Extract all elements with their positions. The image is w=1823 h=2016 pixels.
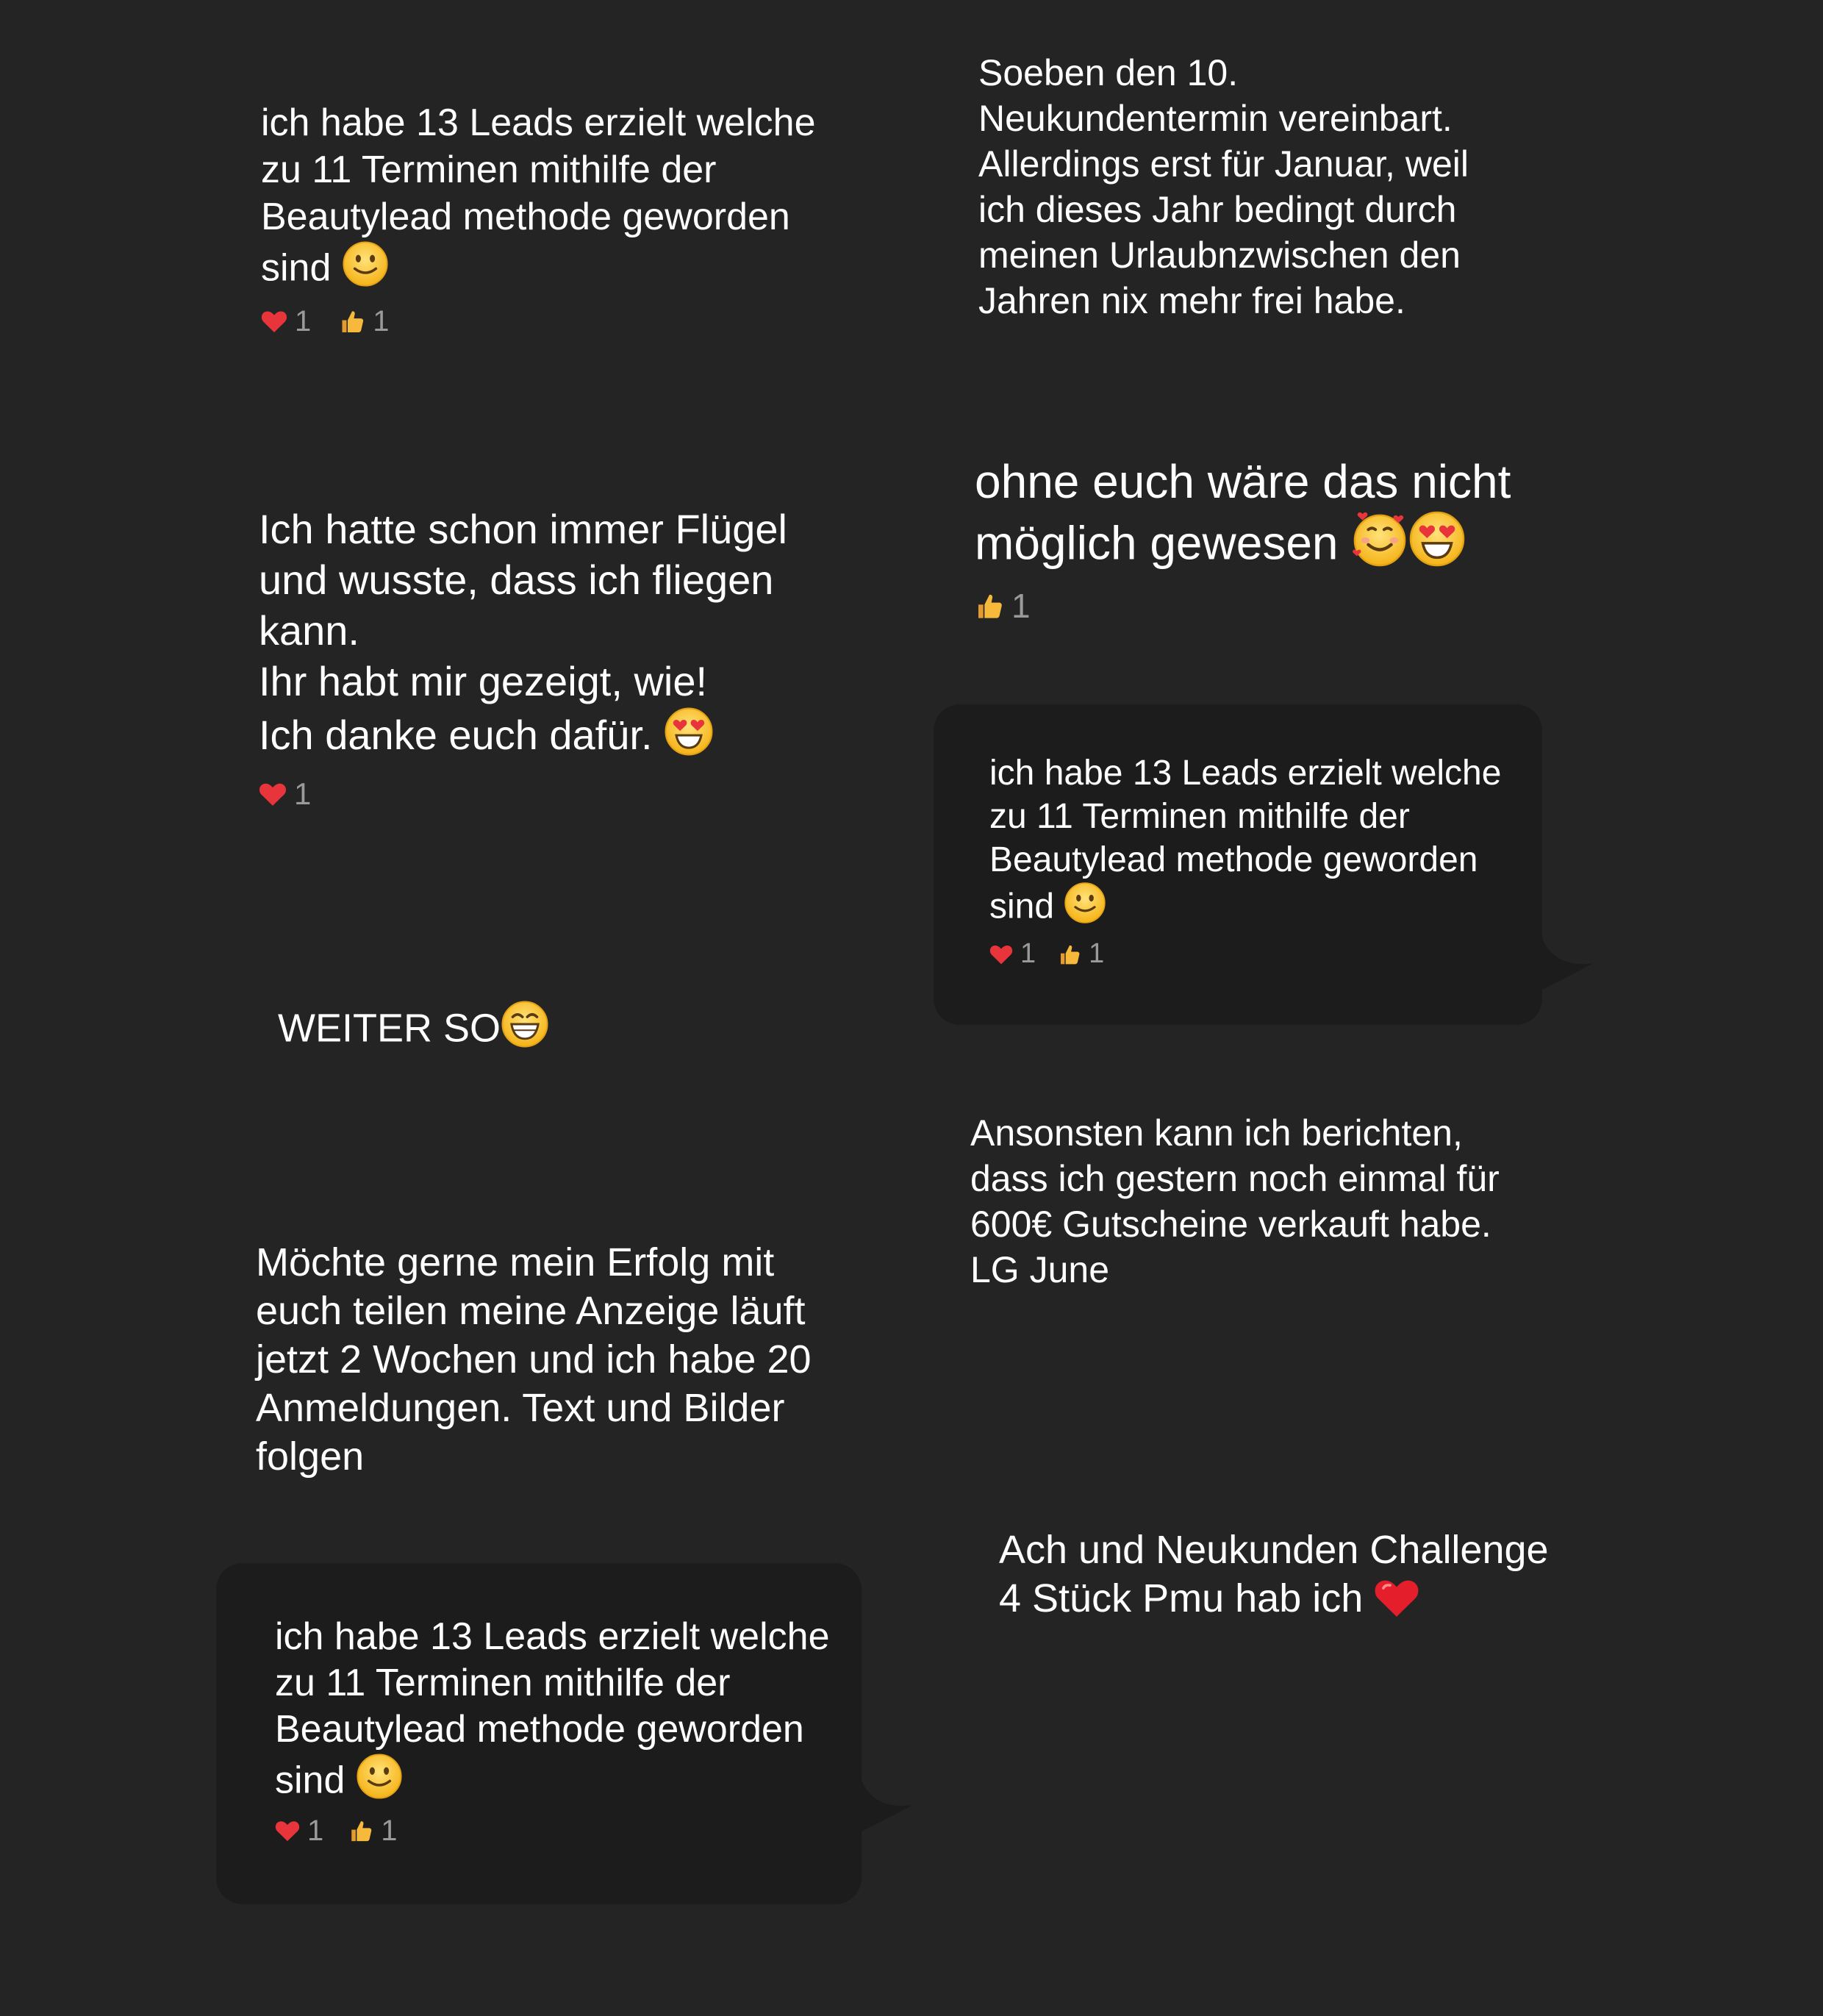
heart-reaction[interactable] xyxy=(259,776,311,812)
message-text: Ach und Neukunden Challenge 4 Stück Pmu hab ich xyxy=(999,1528,1549,1620)
message-item xyxy=(261,99,864,338)
reaction-count: 1 xyxy=(294,776,312,811)
thumbs-up-reaction[interactable] xyxy=(975,586,1031,626)
reaction-count: 1 xyxy=(307,1814,324,1847)
reaction-count: 1 xyxy=(381,1814,398,1847)
reactions-bar xyxy=(259,776,862,812)
thumbs-up-icon xyxy=(1058,943,1081,966)
message-item xyxy=(999,1526,1616,1623)
message-item xyxy=(259,504,862,812)
heart-icon xyxy=(261,309,287,334)
reactions-bar xyxy=(975,586,1607,626)
reactions-bar xyxy=(275,1815,878,1848)
message-item xyxy=(256,1238,888,1481)
grinning-face-icon xyxy=(501,1000,549,1048)
message-item xyxy=(278,1000,719,1053)
message-text: Soeben den 10. Neukundentermin vereinbart. Allerdings erst für Januar, weil ich dieses Jahr bedingt durch meinen Urlaubnzwischen den Jahren nix mehr frei habe. xyxy=(978,52,1469,321)
heart-eyes-face-icon xyxy=(664,707,714,757)
message-item xyxy=(970,1110,1588,1293)
thumbs-up-reaction[interactable] xyxy=(1058,938,1104,970)
slightly-smiling-face-icon xyxy=(342,240,389,287)
reaction-count: 1 xyxy=(1020,938,1036,970)
heart-reaction[interactable] xyxy=(275,1815,323,1848)
reactions-bar xyxy=(261,305,864,338)
message-text: ich habe 13 Leads erzielt welche zu 11 Terminen mithilfe der Beautylead methode geworden sind xyxy=(275,1615,830,1802)
heart-icon xyxy=(989,943,1013,965)
thumbs-up-reaction[interactable] xyxy=(348,1815,397,1848)
slightly-smiling-face-icon xyxy=(1064,882,1106,924)
message-text: Möchte gerne mein Erfolg mit euch teilen meine Anzeige läuft jetzt 2 Wochen und ich habe 20 Anmeldungen. Text und Bilder folgen xyxy=(256,1240,812,1479)
message-item xyxy=(978,50,1581,324)
thumbs-up-icon xyxy=(348,1818,373,1843)
message-text: Ansonsten kann ich berichten, dass ich gestern noch einmal für 600€ Gutscheine verkauft habe. LG June xyxy=(970,1112,1500,1290)
message-text: ich habe 13 Leads erzielt welche zu 11 Terminen mithilfe der Beautylead methode geworden sind xyxy=(989,754,1502,926)
thumbs-up-reaction[interactable] xyxy=(339,305,389,338)
thumbs-up-icon xyxy=(339,308,365,335)
reaction-count: 1 xyxy=(373,304,390,337)
message-text: ohne euch wäre das nicht möglich gewesen xyxy=(975,455,1511,570)
reaction-count: 1 xyxy=(1011,587,1031,626)
message-item xyxy=(275,1614,878,1848)
reactions-bar xyxy=(989,938,1548,970)
reaction-count: 1 xyxy=(295,304,312,337)
heart-icon xyxy=(259,781,287,807)
heart-icon xyxy=(275,1819,300,1842)
slightly-smiling-face-icon xyxy=(356,1753,403,1800)
heart-eyes-face-icon xyxy=(1408,510,1466,568)
message-text: ich habe 13 Leads erzielt welche zu 11 Terminen mithilfe der Beautylead methode geworden sind xyxy=(261,101,816,290)
heart-reaction[interactable] xyxy=(261,305,311,338)
heart-reaction[interactable] xyxy=(989,938,1036,970)
thumbs-up-icon xyxy=(975,591,1004,621)
message-text: Ich hatte schon immer Flügel und wusste, dass ich fliegen kann. Ihr habt mir gezeigt, wie! Ich danke euch dafür. xyxy=(259,506,787,758)
message-item xyxy=(975,454,1607,626)
message-item xyxy=(989,751,1548,970)
red-heart-icon xyxy=(1374,1576,1419,1619)
smiling-face-with-hearts-icon xyxy=(1351,510,1408,568)
reaction-count: 1 xyxy=(1089,938,1105,970)
message-text: WEITER SO xyxy=(278,1006,501,1051)
